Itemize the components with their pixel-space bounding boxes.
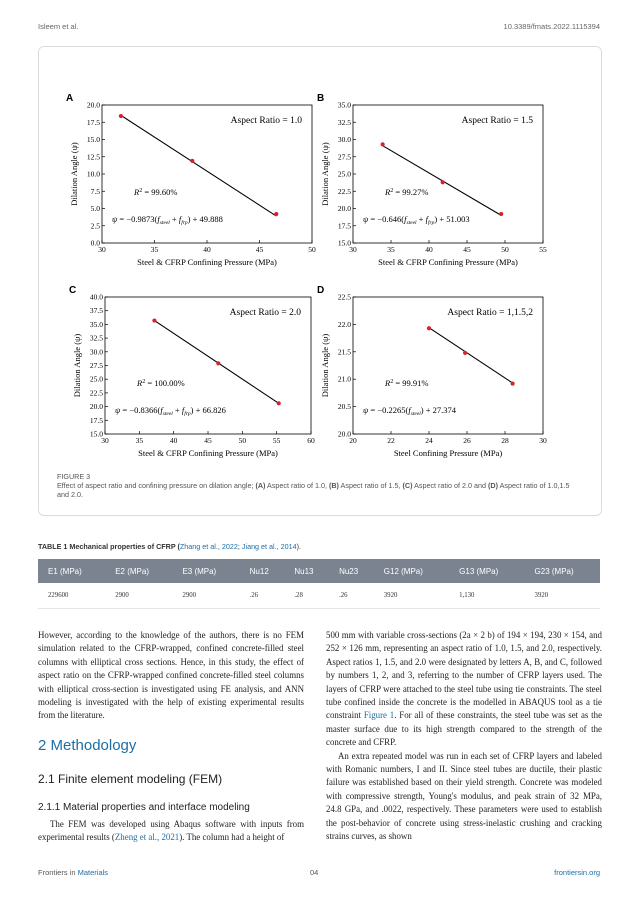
x-axis-label: Steel & CFRP Confining Pressure (MPa) xyxy=(137,257,277,267)
r-squared-label xyxy=(133,187,177,197)
y-tick-label: 21.0 xyxy=(337,374,351,384)
figure-1-link[interactable]: Figure 1 xyxy=(363,710,395,721)
y-tick-label: 30.0 xyxy=(89,347,103,357)
y-tick-label: 32.5 xyxy=(89,333,103,343)
panel-label: D xyxy=(317,285,325,296)
figure-label: FIGURE 3 xyxy=(57,472,91,481)
r-squared-value: = 99.91% xyxy=(393,378,429,388)
y-tick-label: 17.5 xyxy=(86,117,100,127)
table-header-cell: G23 (MPa) xyxy=(525,559,600,583)
x-tick-label: 55 xyxy=(539,245,547,254)
caption-panel-d: (D) xyxy=(488,481,498,490)
regression-equation xyxy=(363,214,470,226)
aspect-ratio-label: Aspect Ratio = 1.0 xyxy=(230,116,302,126)
paragraph-geometry xyxy=(326,629,602,750)
y-tick-label: 7.5 xyxy=(90,186,100,196)
r-symbol: R xyxy=(137,378,143,388)
caption-panel-b: (B) xyxy=(328,481,339,490)
data-point xyxy=(427,326,431,330)
eq-f1: f xyxy=(160,405,163,415)
table-ref-sep: ; xyxy=(237,542,242,551)
eq-sub-frp: frp xyxy=(184,411,191,417)
table-title xyxy=(38,542,301,551)
eq-constant: ) + 51.003 xyxy=(434,214,470,224)
y-tick-label: 20.0 xyxy=(337,204,351,213)
eq-f1: f xyxy=(157,214,160,224)
subsection-heading: 2.1 Finite element modeling (FEM) xyxy=(38,772,223,786)
x-tick-label: 50 xyxy=(501,245,509,254)
eq-f2: f xyxy=(181,405,185,415)
table-cell: .26 xyxy=(329,583,374,609)
y-tick-label: 27.5 xyxy=(337,152,351,162)
data-point xyxy=(274,212,278,216)
y-axis-label: Dilation Angle (ψ) xyxy=(320,333,330,398)
y-tick-label: 35.0 xyxy=(337,100,351,110)
eq-coefficient: = −0.8366( xyxy=(120,405,161,415)
r-exponent: 2 xyxy=(139,188,143,194)
caption-panel-a: (A) xyxy=(255,481,266,490)
eq-f1: f xyxy=(404,214,407,224)
eq-constant: ) + 27.374 xyxy=(420,405,457,415)
paragraph-geometry-b: . For all of these constraints, the steel tube was set as the master surface due to its high strength compared to the strength of the concrete and CFRP. xyxy=(326,710,603,748)
panel-label: A xyxy=(66,93,74,104)
x-tick-label: 45 xyxy=(463,245,471,254)
data-point xyxy=(277,401,281,405)
y-tick-label: 15.0 xyxy=(337,238,351,248)
r-exponent: 2 xyxy=(390,379,394,385)
eq-sub-steel: steel xyxy=(159,220,170,226)
x-tick-label: 26 xyxy=(463,436,471,445)
chart-panel-b xyxy=(317,93,547,267)
chart-panel-a xyxy=(66,93,316,267)
r-exponent: 2 xyxy=(142,379,146,385)
caption-b-text: Aspect ratio of 1.5, xyxy=(338,481,403,490)
cfrp-properties-table xyxy=(38,559,600,609)
eq-constant: ) + 49.888 xyxy=(187,214,223,224)
caption-c-text: Aspect ratio of 2.0 and xyxy=(412,481,488,490)
y-tick-label: 40.0 xyxy=(89,292,103,302)
x-tick-label: 30 xyxy=(539,436,547,445)
eq-constant: ) + 66.826 xyxy=(190,405,226,415)
y-tick-label: 17.5 xyxy=(337,221,351,231)
table-cell: 1,130 xyxy=(449,583,524,609)
x-tick-label: 55 xyxy=(272,436,281,445)
table-header-cell: E2 (MPa) xyxy=(105,559,172,583)
paragraph-geometry-a: 500 mm with variable cross-sections (2a × 2 b) of 194 × 194, 230 × 154, and 252 × 126 mm, representing an aspect ratio of 1.0, 1.5, and 2.0, respectively. Aspect ratios 1, 1.5, and 2.0 were designated by letters A, B, and C, followed by numbers 1, 2, and 3, referring to the number of CFRP layers used. The layers of CFRP were attached to the steel tube using tie constraints. The steel tube confined inside the concrete is the modelled in ABAQUS tool as a tie constraint xyxy=(326,630,602,721)
psi-symbol: ψ xyxy=(363,405,369,415)
running-header-author: Isleem et al. xyxy=(38,22,79,31)
eq-f2: f xyxy=(178,214,182,224)
caption-d-text: Aspect ratio of 1.0,1.5 and 2.0. xyxy=(57,481,570,499)
y-tick-label: 0.0 xyxy=(90,238,100,248)
figure-caption xyxy=(57,472,577,499)
body-left-paragraph-2 xyxy=(38,818,304,845)
r-squared-value: = 100.00% xyxy=(145,378,185,388)
y-tick-label: 25.0 xyxy=(337,169,351,179)
table-cell: 229600 xyxy=(38,583,105,609)
y-tick-label: 2.5 xyxy=(90,221,100,231)
y-tick-label: 30.0 xyxy=(337,135,351,144)
y-tick-label: 20.0 xyxy=(89,402,103,412)
aspect-ratio-label: Aspect Ratio = 1,1.5,2 xyxy=(447,308,533,318)
table-cell: 2900 xyxy=(172,583,239,609)
data-point xyxy=(152,318,156,322)
eq-sub-steel: steel xyxy=(406,220,417,226)
x-tick-label: 45 xyxy=(204,436,212,445)
y-tick-label: 22.5 xyxy=(89,388,103,398)
table-cell: 2900 xyxy=(105,583,172,609)
y-tick-label: 17.5 xyxy=(89,415,103,425)
caption-text: Effect of aspect ratio and confining pressure on dilation angle; xyxy=(57,481,256,490)
r-squared-label xyxy=(136,378,185,388)
x-tick-label: 60 xyxy=(307,436,315,445)
x-tick-label: 45 xyxy=(255,245,264,254)
regression-equation xyxy=(363,405,457,417)
x-tick-label: 35 xyxy=(150,245,159,254)
y-tick-label: 25.0 xyxy=(89,374,103,384)
r-exponent: 2 xyxy=(390,188,394,194)
table-header-cell: Nu12 xyxy=(240,559,285,583)
x-tick-label: 35 xyxy=(387,245,395,254)
footer-journal-pre: Frontiers in xyxy=(38,868,78,877)
table-header-row xyxy=(38,559,600,583)
running-header-doi[interactable]: 10.3389/fmats.2022.1115394 xyxy=(503,22,600,31)
x-tick-label: 22 xyxy=(387,436,395,445)
y-tick-label: 32.5 xyxy=(337,117,351,127)
eq-coefficient: = −0.646( xyxy=(368,214,405,224)
figure-3-charts xyxy=(39,47,601,515)
y-tick-label: 20.5 xyxy=(337,402,351,412)
psi-symbol: ψ xyxy=(112,214,118,224)
y-tick-label: 35.0 xyxy=(89,319,103,329)
data-point xyxy=(463,351,467,355)
y-tick-label: 20.0 xyxy=(337,429,351,439)
section-heading: 2 Methodology xyxy=(38,737,137,754)
y-tick-label: 27.5 xyxy=(89,361,103,370)
x-tick-label: 20 xyxy=(349,436,357,445)
y-axis-label: Dilation Angle (ψ) xyxy=(69,142,79,206)
y-tick-label: 15.0 xyxy=(89,429,103,439)
x-tick-label: 50 xyxy=(238,436,247,445)
y-tick-label: 21.5 xyxy=(337,347,351,357)
r-symbol: R xyxy=(385,187,391,197)
eq-plus: + xyxy=(172,405,182,415)
footer-journal xyxy=(38,868,108,877)
x-axis-label: Steel & CFRP Confining Pressure (MPa) xyxy=(138,448,278,458)
eq-plus: + xyxy=(416,214,426,224)
r-symbol: R xyxy=(134,187,140,197)
r-symbol: R xyxy=(385,378,391,388)
eq-sub-steel: steel xyxy=(162,411,173,417)
table-header-cell: Nu13 xyxy=(284,559,329,583)
paragraph-intro: However, according to the knowledge of the authors, there is no FEM simulation related to the CFRP-wrapped, confined concrete-filled steel columns with elliptical cross sections. Hence, in this study, the effect of aspect ratio on the CFRP-wrapped confined concrete-filled steel columns with elliptical cross-section is investigated using FE analysis, and ANN modeling is investigated with the help of existing experimental results from the literature. xyxy=(38,630,304,721)
y-tick-label: 22.0 xyxy=(337,319,351,329)
table-cell: 3920 xyxy=(374,583,449,609)
eq-f2: f xyxy=(425,214,428,224)
table-header-cell: G12 (MPa) xyxy=(374,559,449,583)
eq-plus: + xyxy=(169,214,179,224)
regression-line xyxy=(154,321,278,404)
panel-label: B xyxy=(317,93,325,104)
eq-coefficient: = −0.2265( xyxy=(368,405,409,415)
data-point xyxy=(511,381,515,385)
x-tick-label: 30 xyxy=(101,436,109,445)
y-tick-label: 12.5 xyxy=(86,152,100,162)
y-tick-label: 22.5 xyxy=(337,186,351,196)
data-point xyxy=(381,142,385,146)
regression-equation xyxy=(112,214,223,226)
regression-equation xyxy=(115,405,226,417)
caption-panel-c: (C) xyxy=(402,481,413,490)
paragraph-fem xyxy=(38,818,304,845)
figure-3-container xyxy=(38,46,602,516)
y-axis-label: Dilation Angle (ψ) xyxy=(320,142,330,206)
data-point xyxy=(190,159,194,163)
x-axis-label: Steel & CFRP Confining Pressure (MPa) xyxy=(378,257,518,267)
x-tick-label: 28 xyxy=(501,436,509,445)
body-right-column xyxy=(326,629,602,844)
x-tick-label: 50 xyxy=(308,245,316,254)
aspect-ratio-label: Aspect Ratio = 2.0 xyxy=(229,308,301,318)
table-cell: .26 xyxy=(240,583,285,609)
caption-a-text: Aspect ratio of 1.0, xyxy=(265,481,329,490)
r-squared-value: = 99.60% xyxy=(142,187,178,197)
table-ref-zhang[interactable]: Zhang et al., 2022 xyxy=(179,542,238,551)
x-tick-label: 30 xyxy=(349,245,357,254)
x-axis-label: Steel Confining Pressure (MPa) xyxy=(393,448,503,458)
paragraph-fem-a: The FEM was developed using Abaqus software with inputs from experimental results ( xyxy=(38,819,304,843)
eq-sub-frp: frp xyxy=(427,220,435,226)
y-tick-label: 22.5 xyxy=(337,292,351,302)
y-tick-label: 5.0 xyxy=(90,204,100,213)
table-title-label: TABLE 1 Mechanical properties of CFRP ( xyxy=(38,542,180,551)
eq-sub-frp: frp xyxy=(181,220,188,226)
table-ref-close: ). xyxy=(296,542,302,551)
regression-line xyxy=(121,115,276,216)
footer-site[interactable]: frontiersin.org xyxy=(554,868,600,877)
body-left-paragraph xyxy=(38,629,304,723)
psi-symbol: ψ xyxy=(363,214,369,224)
table-cell: 3920 xyxy=(525,583,600,609)
x-tick-label: 24 xyxy=(425,436,433,445)
table-row xyxy=(38,583,600,609)
footer-journal-name: Materials xyxy=(77,868,109,877)
paragraph-model: An extra repeated model was run in each set of CFRP layers and labeled with Romanic numbers, I and II. Since steel tubes are ductile, their plastic failure was established based on their yield strength. Concrete was modeled with compressive strength, Young's modulus, and peak strain of 32 MPa, 24.8 GPa, and .0022, respectively. These parameters were used to establish the post-behavior of concrete using stress-inelastic crushing and cracking strains curves, as shown xyxy=(326,750,602,842)
r-squared-label xyxy=(384,378,428,388)
panel-label: C xyxy=(69,285,77,296)
chart-panel-d xyxy=(317,285,547,458)
x-tick-label: 30 xyxy=(98,245,106,254)
table-header-cell: G13 (MPa) xyxy=(449,559,524,583)
y-tick-label: 10.0 xyxy=(86,169,100,179)
paragraph-fem-b: ). The column had a height of xyxy=(179,832,285,843)
eq-sub-steel: steel xyxy=(410,411,421,417)
y-tick-label: 20.0 xyxy=(86,100,100,110)
table-cell: .28 xyxy=(284,583,329,609)
footer-page-number: 04 xyxy=(310,868,319,877)
table-ref-jiang[interactable]: Jiang et al., 2014 xyxy=(241,542,297,551)
eq-f1: f xyxy=(408,405,411,415)
eq-coefficient: = −0.9873( xyxy=(117,214,158,224)
x-tick-label: 40 xyxy=(203,245,211,254)
data-point xyxy=(499,212,503,216)
aspect-ratio-label: Aspect Ratio = 1.5 xyxy=(461,116,533,126)
data-point xyxy=(119,114,123,118)
psi-symbol: ψ xyxy=(115,405,121,415)
x-tick-label: 35 xyxy=(135,436,144,445)
y-tick-label: 37.5 xyxy=(89,306,103,316)
ref-zheng[interactable]: Zheng et al., 2021 xyxy=(114,832,180,843)
table-header-cell: Nu23 xyxy=(329,559,374,583)
table-header-cell: E3 (MPa) xyxy=(172,559,239,583)
r-squared-value: = 99.27% xyxy=(393,187,429,197)
regression-line xyxy=(429,328,513,383)
table-header-cell: E1 (MPa) xyxy=(38,559,105,583)
data-point xyxy=(441,180,445,184)
subsubsection-heading: 2.1.1 Material properties and interface modeling xyxy=(38,802,250,813)
x-tick-label: 40 xyxy=(169,436,178,445)
chart-panel-c xyxy=(69,285,315,458)
data-point xyxy=(216,361,220,365)
x-tick-label: 40 xyxy=(425,245,433,254)
y-axis-label: Dilation Angle (ψ) xyxy=(72,333,82,398)
y-tick-label: 15.0 xyxy=(86,135,100,144)
r-squared-label xyxy=(384,187,428,197)
